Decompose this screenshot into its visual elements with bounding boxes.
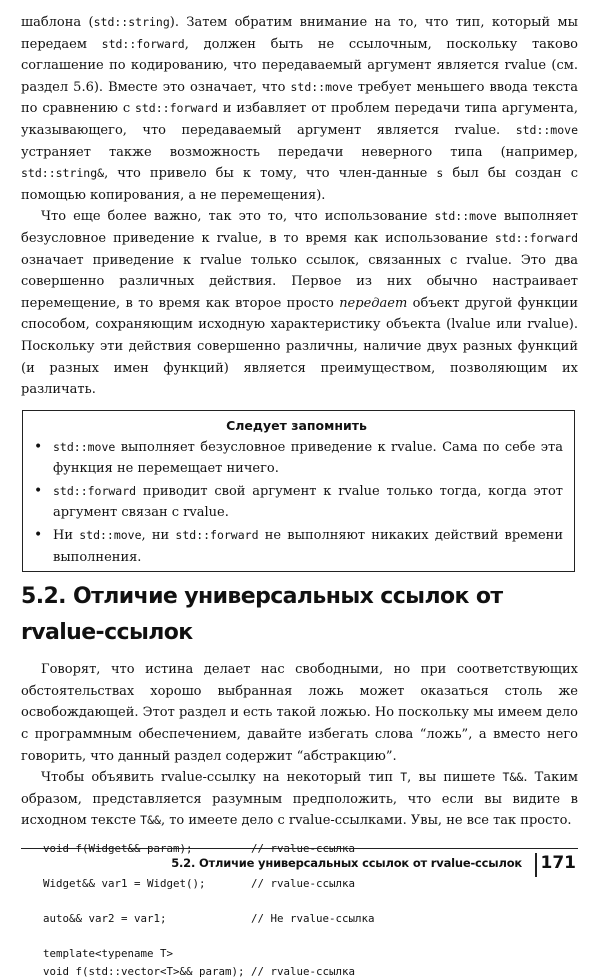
code-line: template<typename T>	[43, 945, 578, 963]
list-item: • std::forward приводит свой аргумент к rvalue только тогда, когда этот аргумент связан с rvalue.	[30, 481, 563, 524]
list-item: • std::move выполняет безусловное приведение к rvalue. Сама по себе эта функция не перемещает ничего.	[30, 437, 563, 480]
code-line: Widget&& var1 = Widget(); // rvalue-ссылка	[43, 875, 578, 893]
bullet-icon: •	[34, 437, 42, 459]
remember-box	[22, 410, 575, 573]
page-body	[21, 12, 578, 980]
page-footer	[21, 848, 578, 879]
running-title: 5.2. Отличие универсальных ссылок от rvalue-ссылок	[171, 856, 522, 870]
bullet-icon: •	[34, 525, 42, 547]
paragraph-3: Говорят, что истина делает нас свободными, но при соответствующих обстоятельствах хорошо выбранная ложь может оказаться столь же освобождающей. Этот раздел и есть такой ложью. Но поскольку мы имеем дело с программным обеспечением, давайте избегать слова “ложь”, а вместо него говорить, что данный раздел содержит “абстракцию”.	[21, 659, 578, 767]
paragraph-2: Что еще более важно, так это то, что использование std::move выполняет безусловное приведение к rvalue, в то время как использование std::forward означает приведение к rvalue только ссылок, связанных с rvalue. Это два совершенно различных действия. Первое из них обычно настраивает перемещение, в то время как второе просто передает объект другой функции способом, сохраняющим исходную характеристику объекта (lvalue или rvalue). Поскольку эти действия совершенно различны, наличие двух разных функций (и разных имен функций) является преимуществом, позволяющим их различать.	[21, 206, 578, 400]
paragraph-4: Чтобы объявить rvalue-ссылку на некоторый тип T, вы пишете T&&. Таким образом, представляется разумным предположить, что если вы видите в исходном тексте T&&, то имеете дело с rvalue-ссылками. Увы, не все так просто.	[21, 767, 578, 832]
paragraph-1: шаблона (std::string). Затем обратим внимание на то, что тип, который мы передаем std::forward, должен быть не ссылочным, поскольку таково соглашение по кодированию, что передаваемый аргумент является rvalue (см. раздел 5.6). Вместе это означает, что std::move требует меньшего ввода текста по сравнению с std::forward и избавляет от проблем передачи типа аргумента, указывающего, что передаваемый аргумент является rvalue. std::move устраняет также возможность передачи неверного типа (например, std::string&, что привело бы к тому, что член-данные s был бы создан с помощью копирования, а не перемещения).	[21, 12, 578, 206]
code-line: auto&& var2 = var1; // Не rvalue-ссылка	[43, 910, 578, 928]
remember-box-title: Следует запомнить	[30, 415, 563, 437]
footer-divider	[535, 853, 537, 877]
bullet-icon: •	[34, 481, 42, 503]
remember-list	[30, 437, 563, 569]
code-line: void f(std::vector<T>&& param); // rvalue-ссылка	[43, 963, 578, 980]
page-number: 171	[541, 853, 577, 873]
code-line: void f(Widget&& param); // rvalue-ссылка	[43, 840, 578, 858]
list-item: • Ни std::move, ни std::forward не выполняют никаких действий времени выполнения.	[30, 525, 563, 568]
section-heading: 5.2. Отличие универсальных ссылок от rvalue-ссылок	[21, 579, 578, 651]
